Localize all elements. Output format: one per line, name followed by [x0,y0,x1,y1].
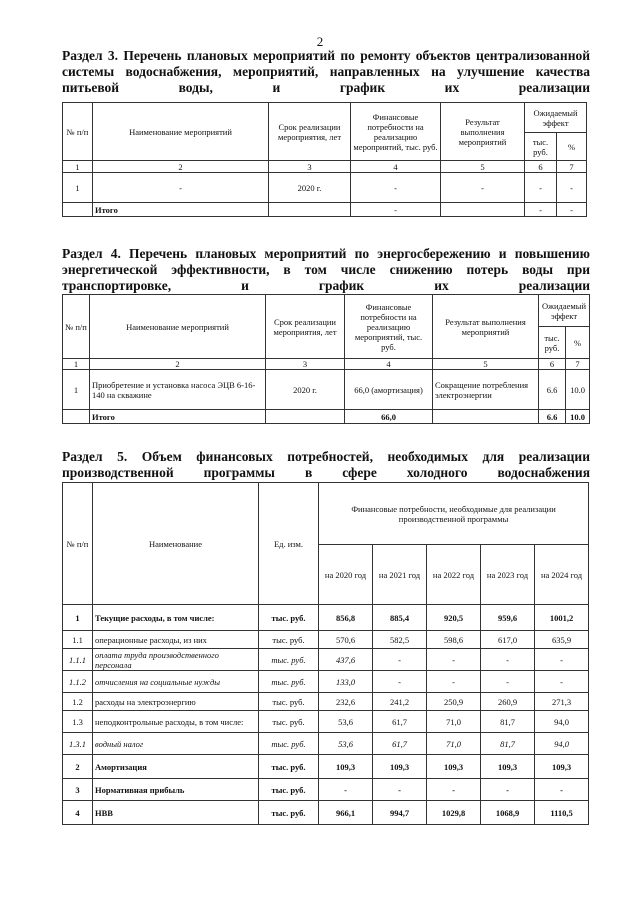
s5-row-value: 1110,5 [535,801,589,825]
s5-row-unit: тыс. руб. [259,631,319,649]
s3-colnum-row [63,161,587,173]
s5-row-value: 260,9 [481,693,535,711]
s3-colnum: 5 [441,161,525,173]
s5-row-value: - [319,779,373,801]
s5-row-value: 582,5 [373,631,427,649]
s5-row-value: - [481,649,535,671]
s5-row-value: - [535,671,589,693]
s3-total-label: Итого [93,203,269,217]
table-row [63,631,589,649]
s3-h-finance: Финансовые потребности на реализацию мероприятий, тыс. руб. [351,103,441,161]
s5-row-unit: тыс. руб. [259,755,319,779]
s5-row-name: операционные расходы, из них [93,631,259,649]
s5-row-name: расходы на электроэнергию [93,693,259,711]
s5-row-num: 1.3.1 [63,733,93,755]
s5-row-num: 1.1.1 [63,649,93,671]
s5-row-value: 617,0 [481,631,535,649]
s4-colnum: 4 [345,359,433,370]
s5-h-year: на 2022 год [427,545,481,605]
s5-row-value: 53,6 [319,711,373,733]
s5-row-value: 109,3 [319,755,373,779]
s4-row-term: 2020 г. [266,370,345,410]
s5-row-value: - [427,649,481,671]
s5-h-name: Наименование [93,483,259,605]
s5-row-name: НВВ [93,801,259,825]
s3-colnum: 6 [525,161,557,173]
s5-h-unit: Ед. изм. [259,483,319,605]
s4-total-pct: 10.0 [566,410,590,424]
s5-row-num: 1.1.2 [63,671,93,693]
s5-row-value: 53,6 [319,733,373,755]
s4-h-finance: Финансовые потребности на реализацию мероприятий, тыс. руб. [345,295,433,359]
s5-row-unit: тыс. руб. [259,605,319,631]
s3-h-pct: % [557,133,587,161]
s4-h-pct: % [566,327,590,359]
s5-row-num: 2 [63,755,93,779]
table-row [63,755,589,779]
s5-row-name: отчисления на социальные нужды [93,671,259,693]
s5-row-value: 133,0 [319,671,373,693]
s5-row-name: Текущие расходы, в том числе: [93,605,259,631]
s5-row-value: - [427,671,481,693]
s5-row-value: 856,8 [319,605,373,631]
s5-row-value: 966,1 [319,801,373,825]
s3-h-name: Наименование мероприятий [93,103,269,161]
s4-row-result: Сокращение потребления электроэнергии [433,370,539,410]
s4-h-effect: Ожидаемый эффект [539,295,590,327]
s3-h-term: Срок реализации мероприятия, лет [269,103,351,161]
s4-colnum-row [63,359,590,370]
s3-colnum: 7 [557,161,587,173]
s5-row-value: 109,3 [427,755,481,779]
s3-total-finance: - [351,203,441,217]
s5-row-value: 1029,8 [427,801,481,825]
s5-row-value: 94,0 [535,733,589,755]
table-row [63,671,589,693]
s4-total-row [63,410,590,424]
table-row [63,605,589,631]
s5-row-value: 1068,9 [481,801,535,825]
s3-cell: - [525,173,557,203]
s4-total-finance: 66,0 [345,410,433,424]
s4-total-label: Итого [90,410,266,424]
s5-row-value: 241,2 [373,693,427,711]
section4-table [62,294,590,424]
s5-row-unit: тыс. руб. [259,711,319,733]
s5-row-num: 1 [63,605,93,631]
s5-row-name: неподконтрольные расходы, в том числе: [93,711,259,733]
s3-total-pct: - [557,203,587,217]
table-row [63,779,589,801]
s5-row-value: 81,7 [481,711,535,733]
s5-row-num: 1.3 [63,711,93,733]
table-row [63,733,589,755]
s5-row-unit: тыс. руб. [259,671,319,693]
s3-colnum: 2 [93,161,269,173]
s3-colnum: 3 [269,161,351,173]
s3-h-rub: тыс. руб. [525,133,557,161]
s5-row-num: 3 [63,779,93,801]
s5-h-year: на 2023 год [481,545,535,605]
s5-row-num: 4 [63,801,93,825]
s3-cell: 2020 г. [269,173,351,203]
s5-h-finance: Финансовые потребности, необходимые для реализации производственной программы [319,483,589,545]
s5-row-value: - [535,779,589,801]
s3-cell: - [441,173,525,203]
s4-h-result: Результат выполнения мероприятий [433,295,539,359]
s4-h-term: Срок реализации мероприятия, лет [266,295,345,359]
s5-row-value: 71,0 [427,711,481,733]
s3-cell: - [557,173,587,203]
s5-row-value: 61,7 [373,733,427,755]
s4-row-num: 1 [63,370,90,410]
s5-row-value: 94,0 [535,711,589,733]
s5-h-year: на 2021 год [373,545,427,605]
s3-cell: - [93,173,269,203]
s5-row-value: - [427,779,481,801]
s5-row-value: 570,6 [319,631,373,649]
table-row [63,693,589,711]
s3-colnum: 4 [351,161,441,173]
s5-row-num: 1.1 [63,631,93,649]
section3-title: Раздел 3. Перечень плановых мероприятий по ремонту объектов централизованной системы водоснабжения, мероприятий, направленных на улучшение качества питьевой воды, и график их реализации [62,48,590,95]
s5-row-value: 598,6 [427,631,481,649]
s5-row-value: 920,5 [427,605,481,631]
s5-row-value: - [373,671,427,693]
s5-row-unit: тыс. руб. [259,693,319,711]
s4-row-finance: 66,0 (амортизация) [345,370,433,410]
s5-row-num: 1.2 [63,693,93,711]
s5-h-year: на 2024 год [535,545,589,605]
s5-h-num: № п/п [63,483,93,605]
s4-colnum: 7 [566,359,590,370]
s3-total-row [63,203,587,217]
s4-row-rub: 6.6 [539,370,566,410]
s3-h-result: Результат выполнения мероприятий [441,103,525,161]
table-row [63,649,589,671]
s5-row-value: 109,3 [373,755,427,779]
section4-title: Раздел 4. Перечень плановых мероприятий по энергосбережению и повышению энергетической эффективности, в том числе снижению потерь воды при транспортировке, и график их реализации [62,246,590,293]
s5-row-value: - [373,649,427,671]
s4-h-num: № п/п [63,295,90,359]
s5-row-unit: тыс. руб. [259,779,319,801]
s5-row-value: 71,0 [427,733,481,755]
s4-row-pct: 10.0 [566,370,590,410]
s5-row-value: 250,9 [427,693,481,711]
s5-row-value: 109,3 [481,755,535,779]
s3-colnum: 1 [63,161,93,173]
s5-row-unit: тыс. руб. [259,801,319,825]
s4-colnum: 1 [63,359,90,370]
s5-row-value: 109,3 [535,755,589,779]
s5-h-year: на 2020 год [319,545,373,605]
section5-title: Раздел 5. Объем финансовых потребностей, необходимых для реализации производственной программы в сфере холодного водоснабжения [62,449,590,480]
s5-row-value: - [535,649,589,671]
s5-row-name: Амортизация [93,755,259,779]
s5-row-value: 1001,2 [535,605,589,631]
s5-row-value: - [481,779,535,801]
s5-row-value: 81,7 [481,733,535,755]
s5-row-name: Нормативная прибыль [93,779,259,801]
s5-row-value: 61,7 [373,711,427,733]
s5-row-value: 635,9 [535,631,589,649]
s4-total-rub: 6.6 [539,410,566,424]
s5-row-unit: тыс. руб. [259,733,319,755]
s5-row-value: 885,4 [373,605,427,631]
s4-colnum: 6 [539,359,566,370]
s4-h-name: Наименование мероприятий [90,295,266,359]
s3-h-effect: Ожидаемый эффект [525,103,587,133]
s5-row-unit: тыс. руб. [259,649,319,671]
section5-table [62,482,589,825]
table-row [63,370,590,410]
s5-row-value: - [373,779,427,801]
s3-total-rub: - [525,203,557,217]
s3-cell: 1 [63,173,93,203]
s5-row-value: 994,7 [373,801,427,825]
s4-colnum: 2 [90,359,266,370]
s4-colnum: 5 [433,359,539,370]
s5-row-value: 437,6 [319,649,373,671]
s5-row-value: 271,3 [535,693,589,711]
s5-row-name: оплата труда производственного персонала [93,649,259,671]
page-number: 2 [316,34,324,49]
s3-cell: - [351,173,441,203]
table-row [63,801,589,825]
s5-row-name: водный налог [93,733,259,755]
s4-h-rub: тыс. руб. [539,327,566,359]
s3-h-num: № п/п [63,103,93,161]
s5-row-value: 959,6 [481,605,535,631]
section3-table [62,102,587,217]
s4-row-name: Приобретение и установка насоса ЭЦВ 6-16-140 на скважине [90,370,266,410]
table-row [63,711,589,733]
s5-row-value: 232,6 [319,693,373,711]
s4-colnum: 3 [266,359,345,370]
table-row [63,173,587,203]
s5-row-value: - [481,671,535,693]
